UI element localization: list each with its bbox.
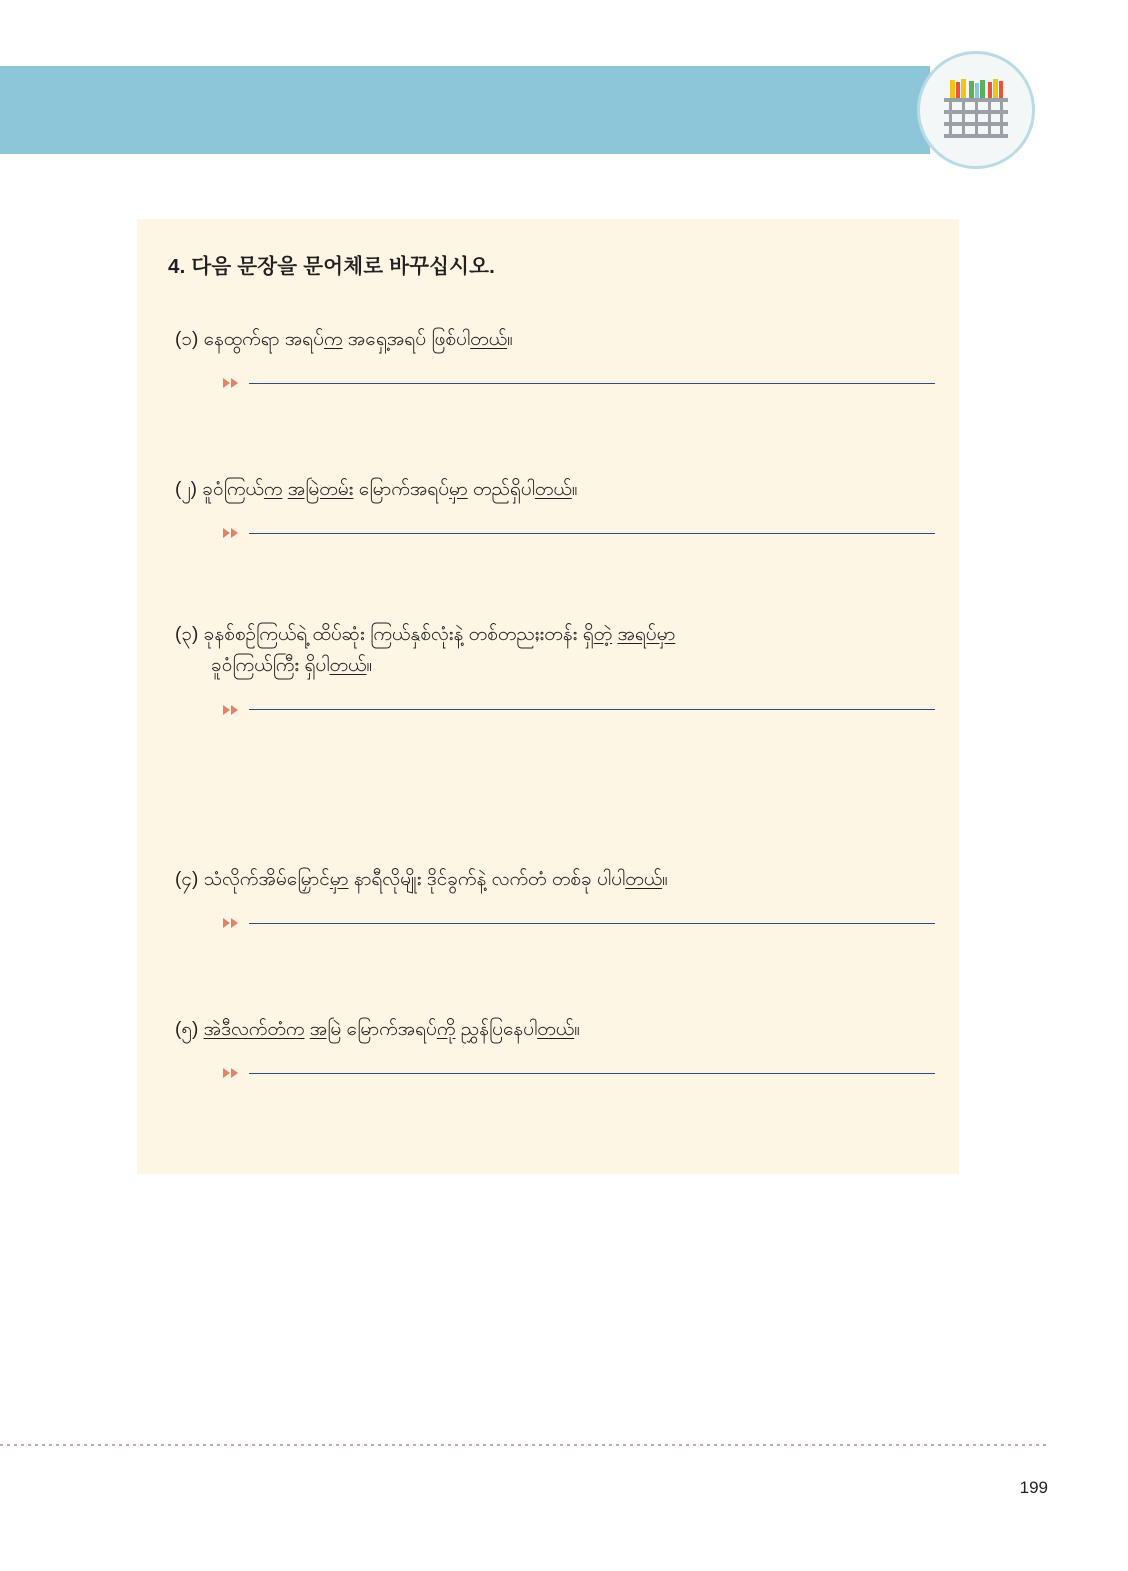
question-number: (၃) [175, 624, 199, 645]
answer-blank-line[interactable] [249, 383, 935, 384]
answer-row[interactable] [175, 1067, 935, 1079]
question-text [175, 474, 935, 505]
question-text [175, 324, 935, 355]
question-sentence-line2: ခူဝံကြယ်ကြီး ရှိပါတယ်။ [211, 655, 373, 677]
question-item [175, 1014, 935, 1079]
question-text-continued [175, 650, 935, 681]
question-text [175, 864, 935, 895]
exercise-title: 4. 다음 문장을 문어체로 바꾸십시오. [168, 255, 496, 278]
question-sentence: သံလိုက်အိမ်မြှောင်မှာ နာရီလိုမျိုး ဒိုင်ခွက်နဲ့ လက်တံ တစ်ခု ပါပါတယ်။ [203, 869, 668, 890]
bookshelf-icon [936, 74, 1016, 146]
double-arrow-icon [223, 377, 241, 389]
page-number: 199 [1019, 1478, 1048, 1497]
bookshelf-emblem [917, 51, 1035, 169]
question-item [175, 864, 935, 929]
question-item [175, 474, 935, 539]
exercise-card [137, 219, 959, 1174]
answer-blank-line[interactable] [249, 533, 935, 534]
answer-row[interactable] [175, 917, 935, 929]
answer-blank-line[interactable] [249, 923, 935, 924]
question-number: (၄) [175, 869, 199, 890]
question-number: (၅) [175, 1019, 199, 1040]
question-sentence: နေထွက်ရာ အရပ်က အရှေ့အရပ် ဖြစ်ပါတယ်။ [203, 329, 513, 350]
question-sentence: ခုနစ်စဉ်ကြယ်ရဲ့ ထိပ်ဆုံး ကြယ်နှစ်လုံးနဲ့ တစ်တညႈးတန်း ရှိတဲ့ အရပ်မှာ [203, 624, 676, 645]
double-arrow-icon [223, 704, 241, 716]
double-arrow-icon [223, 917, 241, 929]
double-arrow-icon [223, 1067, 241, 1079]
answer-row[interactable] [175, 527, 935, 539]
question-sentence: အဲဒီလက်တံက အမြဲ မြောက်အရပ်ကို ညွှန်ပြနေပါတယ်။ [203, 1019, 580, 1040]
header-band [0, 66, 930, 154]
answer-row[interactable] [175, 377, 935, 389]
question-sentence: ခူဝံကြယ်က အမြဲတမ်း မြောက်အရပ်မှာ တည်ရှိပါတယ်။ [202, 479, 578, 500]
question-item [175, 324, 935, 389]
question-item [175, 619, 935, 716]
question-text [175, 1014, 935, 1045]
answer-blank-line[interactable] [249, 1073, 935, 1074]
answer-blank-line[interactable] [249, 709, 935, 710]
question-text [175, 619, 935, 650]
double-arrow-icon [223, 527, 241, 539]
answer-row[interactable] [175, 704, 935, 716]
question-number: (၂) [175, 479, 197, 500]
question-number: (၁) [175, 329, 199, 350]
footer-divider [0, 1444, 1050, 1446]
